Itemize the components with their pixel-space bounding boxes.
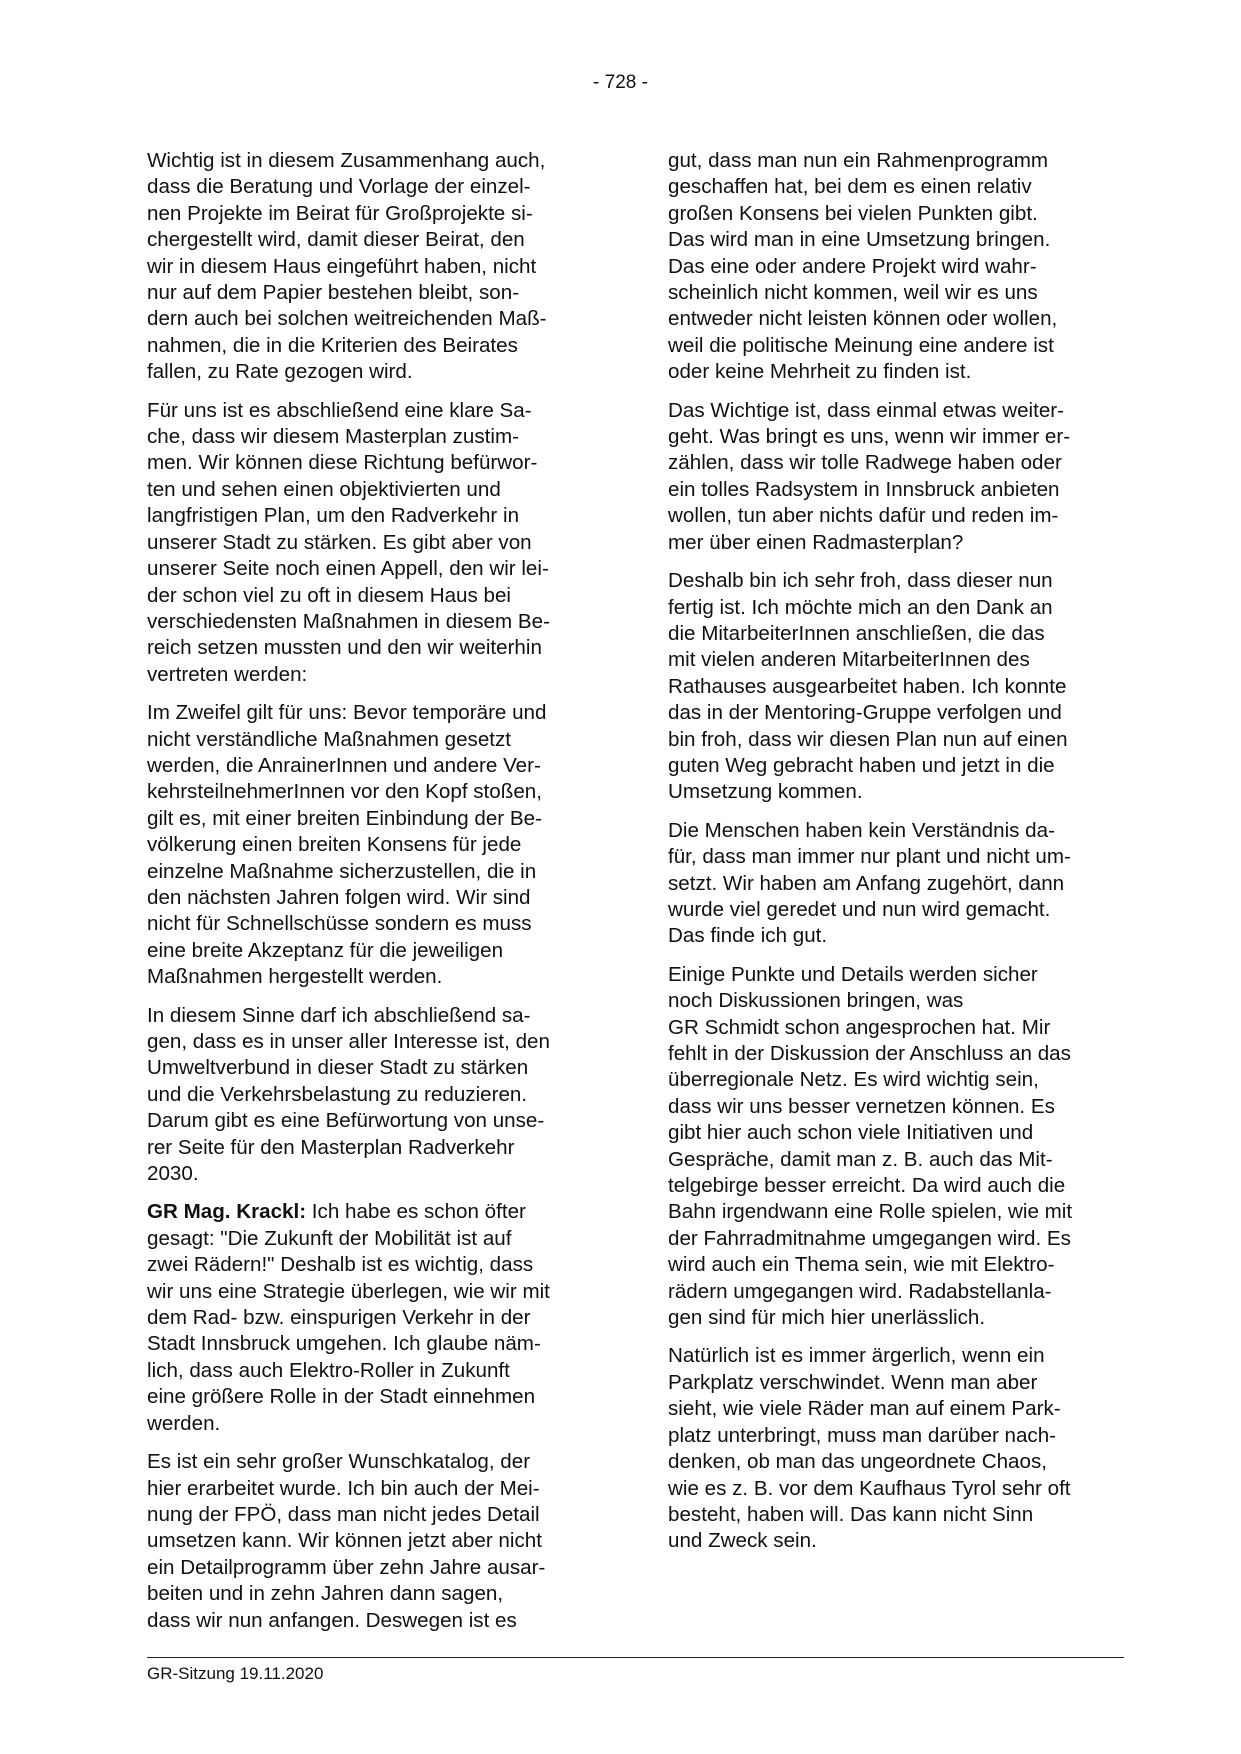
- text-line: noch Diskussionen bringen, was: [668, 989, 964, 1013]
- text-line: Deshalb bin ich sehr froh, dass dieser nun: [668, 569, 1053, 593]
- paragraph: [668, 148, 1123, 386]
- text-line: ten und sehen einen objektivierten und: [147, 477, 501, 501]
- text-line: guten Weg gebracht haben und jetzt in die: [668, 753, 1055, 777]
- text-line: dem Rad- bzw. einspurigen Verkehr in der: [147, 1306, 531, 1330]
- text-line: setzt. Wir haben am Anfang zugehört, dann: [668, 871, 1065, 895]
- text-line: langfristigen Plan, um den Radverkehr in: [147, 504, 520, 528]
- text-line: Natürlich ist es immer ärgerlich, wenn ein: [668, 1344, 1045, 1368]
- text-line: oder keine Mehrheit zu finden ist.: [668, 360, 972, 384]
- text-line: gibt hier auch schon viele Initiativen und: [668, 1121, 1034, 1145]
- text-line: Das wird man in eine Umsetzung bringen.: [668, 228, 1051, 252]
- text-line: geht. Was bringt es uns, wenn wir immer er-: [668, 425, 1071, 449]
- speaker-name: GR Mag. Krackl:: [147, 1200, 307, 1224]
- text-line: unserer Seite noch einen Appell, den wir lei-: [147, 557, 549, 581]
- text-line: Das eine oder andere Projekt wird wahr-: [668, 254, 1037, 278]
- text-line: Wichtig ist in diesem Zusammenhang auch,: [147, 149, 546, 172]
- text-line: Umweltverbund in dieser Stadt zu stärken: [147, 1056, 529, 1080]
- text-line: Rathauses ausgearbeitet haben. Ich konnte: [668, 674, 1067, 698]
- text-line: nicht für Schnellschüsse sondern es muss: [147, 912, 532, 936]
- text-line: Bahn irgendwann eine Rolle spielen, wie mit: [668, 1200, 1073, 1224]
- text-line: dass wir nun anfangen. Deswegen ist es: [147, 1608, 517, 1632]
- text-line: hier erarbeitet wurde. Ich bin auch der Mei-: [147, 1476, 540, 1500]
- text-line: beiten und in zehn Jahren dann sagen,: [147, 1582, 504, 1606]
- text-line: scheinlich nicht kommen, weil wir es uns: [668, 281, 1038, 305]
- text-line: Maßnahmen hergestellt werden.: [147, 965, 443, 989]
- text-line: werden.: [147, 1411, 221, 1435]
- text-line: verschiedensten Maßnahmen in diesem Be-: [147, 609, 550, 633]
- text-line: überregionale Netz. Es wird wichtig sein,: [668, 1068, 1039, 1092]
- text-line: men. Wir können diese Richtung befürwor-: [147, 451, 538, 475]
- text-line: für, dass man immer nur plant und nicht um-: [668, 845, 1071, 869]
- text-line: nung der FPÖ, dass man nicht jedes Detail: [147, 1502, 540, 1526]
- text-line: der schon viel zu oft in diesem Haus bei: [147, 583, 512, 607]
- text-line: der Fahrradmitnahme umgegangen wird. Es: [668, 1226, 1071, 1250]
- text-line: Gespräche, damit man z. B. auch das Mit-: [668, 1147, 1053, 1171]
- text-line: Darum gibt es eine Befürwortung von unse-: [147, 1109, 545, 1133]
- text-line: zwei Rädern!" Deshalb ist es wichtig, dass: [147, 1253, 534, 1277]
- text-line: denken, ob man das ungeordnete Chaos,: [668, 1450, 1047, 1474]
- page-number: - 728 -: [593, 72, 648, 93]
- text-line: telgebirge besser erreicht. Da wird auch die: [668, 1174, 1066, 1198]
- text-line: gesagt: "Die Zukunft der Mobilität ist auf: [147, 1226, 512, 1250]
- text-line: gen, dass es in unser aller Interesse ist, den: [147, 1030, 550, 1053]
- text-line: Umsetzung kommen.: [668, 780, 863, 804]
- text-line: wie es z. B. vor dem Kaufhaus Tyrol sehr oft: [668, 1476, 1071, 1500]
- left-column: [147, 148, 602, 1646]
- text-line: und Zweck sein.: [668, 1529, 817, 1553]
- text-line: die MitarbeiterInnen anschließen, die das: [668, 621, 1045, 645]
- text-line: Es ist ein sehr großer Wunschkatalog, der: [147, 1450, 531, 1474]
- text-line: besteht, haben will. Das kann nicht Sinn: [668, 1502, 1034, 1526]
- text-line: chergestellt wird, damit dieser Beirat, den: [147, 228, 525, 252]
- text-line: dass wir uns besser vernetzen können. Es: [668, 1094, 1055, 1118]
- text-line: ein Detailprogramm über zehn Jahre ausar-: [147, 1555, 546, 1579]
- text-line: großen Konsens bei vielen Punkten gibt.: [668, 201, 1038, 225]
- speaker-line: [147, 1199, 602, 1225]
- text-line: che, dass wir diesem Masterplan zustim-: [147, 425, 519, 449]
- paragraph: [668, 568, 1123, 806]
- paragraph: [147, 700, 602, 990]
- text-line: 2030.: [147, 1162, 199, 1186]
- text-line: Ich habe es schon öfter: [306, 1200, 526, 1224]
- text-line: mit vielen anderen MitarbeiterInnen des: [668, 648, 1030, 672]
- footer-divider: [147, 1657, 1124, 1658]
- text-line: gilt es, mit einer breiten Einbindung der Be-: [147, 806, 542, 830]
- text-line: wurde viel geredet und nun wird gemacht.: [668, 897, 1051, 921]
- paragraph: [147, 148, 602, 386]
- text-line: wir in diesem Haus eingeführt haben, nicht: [147, 254, 537, 278]
- paragraph: [147, 1449, 602, 1634]
- text-line: wollen, tun aber nichts dafür und reden im-: [668, 504, 1059, 528]
- text-line: platz unterbringt, muss man darüber nach-: [668, 1423, 1057, 1447]
- text-line: Für uns ist es abschließend eine klare Sa-: [147, 398, 532, 422]
- text-line: In diesem Sinne darf ich abschließend sa-: [147, 1003, 531, 1027]
- text-line: gen sind für mich hier unerlässlich.: [668, 1306, 986, 1330]
- text-line: geschaffen hat, bei dem es einen relativ: [668, 175, 1032, 199]
- paragraph: [147, 398, 602, 688]
- text-line: rer Seite für den Masterplan Radverkehr: [147, 1135, 515, 1159]
- paragraph: [668, 398, 1123, 556]
- text-line: weil die politische Meinung eine andere ist: [668, 333, 1054, 357]
- text-line: kehrsteilnehmerInnen vor den Kopf stoßen,: [147, 780, 542, 804]
- text-line: gut, dass man nun ein Rahmenprogramm: [668, 149, 1049, 172]
- text-line: Stadt Innsbruck umgehen. Ich glaube näm-: [147, 1332, 541, 1356]
- text-line: bin froh, dass wir diesen Plan nun auf einen: [668, 727, 1068, 751]
- text-line: sieht, wie viele Räder man auf einem Park-: [668, 1397, 1061, 1421]
- text-line: reich setzen mussten und den wir weiterhin: [147, 636, 542, 660]
- text-line: rädern umgegangen wird. Radabstellanla-: [668, 1279, 1052, 1303]
- right-column: [668, 148, 1123, 1567]
- text-line: eine größere Rolle in der Stadt einnehmen: [147, 1385, 536, 1409]
- paragraph: [668, 962, 1123, 1332]
- text-line: Einige Punkte und Details werden sicher: [668, 962, 1038, 986]
- text-line: mer über einen Radmasterplan?: [668, 530, 964, 554]
- text-line: fehlt in der Diskussion der Anschluss an das: [668, 1042, 1071, 1065]
- text-line: fallen, zu Rate gezogen wird.: [147, 360, 413, 384]
- text-line: Im Zweifel gilt für uns: Bevor temporäre und: [147, 701, 547, 725]
- text-line: ein tolles Radsystem in Innsbruck anbieten: [668, 477, 1060, 501]
- paragraph: [668, 818, 1123, 950]
- text-line: den nächsten Jahren folgen wird. Wir sind: [147, 885, 531, 909]
- text-line: eine breite Akzeptanz für die jeweiligen: [147, 938, 504, 962]
- text-line: unserer Stadt zu stärken. Es gibt aber von: [147, 530, 532, 554]
- footer-session-date: GR-Sitzung 19.11.2020: [147, 1664, 324, 1683]
- text-line: nur auf dem Papier bestehen bleibt, son-: [147, 281, 520, 305]
- text-line: Die Menschen haben kein Verständnis da-: [668, 818, 1055, 842]
- text-line: nahmen, die in die Kriterien des Beirates: [147, 333, 518, 357]
- text-line: Das Wichtige ist, dass einmal etwas weiter-: [668, 398, 1064, 422]
- text-line: dass die Beratung und Vorlage der einzel-: [147, 175, 531, 199]
- text-line: wird auch ein Thema sein, wie mit Elektro-: [668, 1253, 1055, 1277]
- text-line: lich, dass auch Elektro-Roller in Zukunft: [147, 1358, 510, 1382]
- text-line: werden, die AnrainerInnen und andere Ver-: [147, 753, 541, 777]
- text-line: wir uns eine Strategie überlegen, wie wir mit: [147, 1279, 550, 1303]
- text-line: dern auch bei solchen weitreichenden Maß-: [147, 307, 547, 331]
- paragraph: [147, 1199, 602, 1437]
- paragraph: [668, 1343, 1123, 1554]
- text-line: Parkplatz verschwindet. Wenn man aber: [668, 1370, 1038, 1394]
- text-line: zählen, dass wir tolle Radwege haben oder: [668, 451, 1062, 475]
- paragraph: [147, 1003, 602, 1188]
- text-line: das in der Mentoring-Gruppe verfolgen und: [668, 701, 1062, 725]
- text-line: umsetzen kann. Wir können jetzt aber nicht: [147, 1529, 542, 1553]
- text-line: GR Schmidt schon angesprochen hat. Mir: [668, 1015, 1051, 1039]
- text-line: einzelne Maßnahme sicherzustellen, die in: [147, 859, 537, 883]
- text-line: entweder nicht leisten können oder wollen,: [668, 307, 1058, 331]
- text-line: Das finde ich gut.: [668, 924, 828, 948]
- text-line: und die Verkehrsbelastung zu reduzieren.: [147, 1082, 528, 1106]
- text-line: nicht verständliche Maßnahmen gesetzt: [147, 727, 512, 751]
- text-line: nen Projekte im Beirat für Großprojekte si-: [147, 201, 533, 225]
- text-line: vertreten werden:: [147, 662, 308, 686]
- text-line: fertig ist. Ich möchte mich an den Dank an: [668, 595, 1053, 619]
- text-line: völkerung einen breiten Konsens für jede: [147, 833, 522, 857]
